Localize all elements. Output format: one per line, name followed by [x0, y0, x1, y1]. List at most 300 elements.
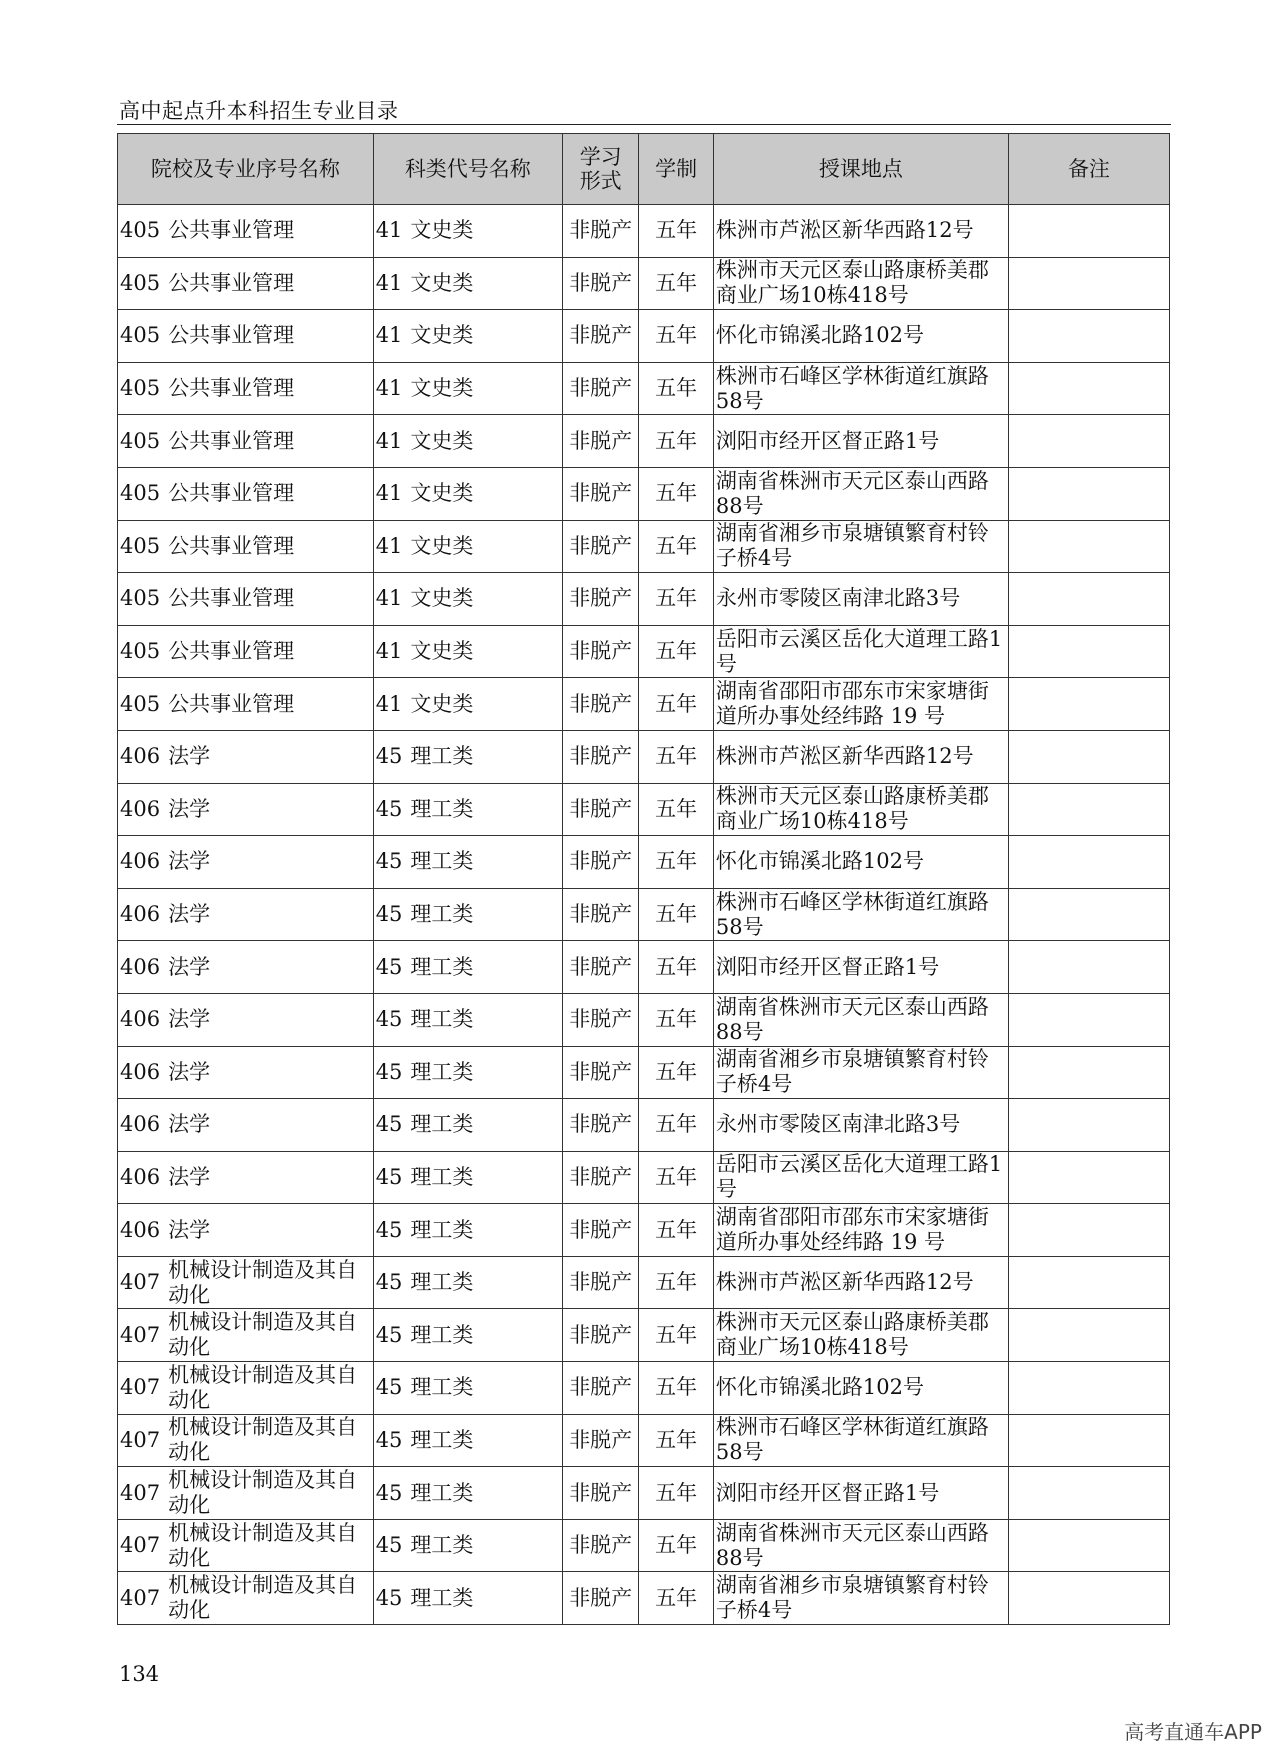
location-cell: 湖南省湘乡市泉塘镇繁育村铃子桥4号 — [713, 1046, 1008, 1099]
major-code: 405 — [120, 586, 161, 611]
major-code: 407 — [120, 1322, 161, 1347]
duration-cell: 五年 — [639, 1099, 713, 1152]
table-row — [118, 415, 1170, 468]
major-name: 法学 — [168, 902, 211, 927]
duration-cell: 五年 — [639, 993, 713, 1046]
duration-cell: 五年 — [639, 1519, 713, 1572]
category-cell — [373, 310, 562, 363]
category-name: 理工类 — [410, 1480, 474, 1505]
major-cell — [118, 1519, 374, 1572]
category-code: 45 — [375, 1585, 403, 1610]
location-cell: 湖南省湘乡市泉塘镇繁育村铃子桥4号 — [713, 1572, 1008, 1625]
location-cell: 湖南省株洲市天元区泰山西路88号 — [713, 993, 1008, 1046]
location-cell: 湖南省邵阳市邵东市宋家塘街道所办事处经纬路 19 号 — [713, 678, 1008, 731]
notes-cell — [1008, 415, 1169, 468]
category-name: 理工类 — [410, 1007, 474, 1032]
major-name: 机械设计制造及其自动化 — [168, 1310, 358, 1360]
duration-cell: 五年 — [639, 1572, 713, 1625]
major-cell — [118, 888, 374, 941]
category-code: 45 — [375, 744, 403, 769]
location-cell: 怀化市锦溪北路102号 — [713, 1362, 1008, 1415]
major-cell — [118, 993, 374, 1046]
duration-cell: 五年 — [639, 783, 713, 836]
category-code: 45 — [375, 1217, 403, 1242]
major-name: 公共事业管理 — [168, 218, 295, 243]
major-cell — [118, 1467, 374, 1520]
category-code: 41 — [375, 323, 403, 348]
major-cell — [118, 1204, 374, 1257]
category-cell — [373, 1046, 562, 1099]
location-cell: 怀化市锦溪北路102号 — [713, 836, 1008, 889]
major-cell — [118, 1151, 374, 1204]
study-form-cell: 非脱产 — [562, 783, 639, 836]
table-row — [118, 573, 1170, 626]
category-code: 41 — [375, 218, 403, 243]
location-cell: 株洲市天元区泰山路康桥美郡商业广场10栋418号 — [713, 257, 1008, 310]
table-row — [118, 1256, 1170, 1309]
notes-cell — [1008, 1467, 1169, 1520]
major-name: 公共事业管理 — [168, 323, 295, 348]
table-row — [118, 520, 1170, 573]
category-code: 45 — [375, 1375, 403, 1400]
study-form-cell: 非脱产 — [562, 1362, 639, 1415]
category-name: 文史类 — [410, 270, 474, 295]
major-cell — [118, 310, 374, 363]
major-code: 407 — [120, 1585, 161, 1610]
category-name: 文史类 — [410, 323, 474, 348]
category-cell — [373, 1099, 562, 1152]
notes-cell — [1008, 730, 1169, 783]
study-form-cell: 非脱产 — [562, 1414, 639, 1467]
major-code: 406 — [120, 1007, 161, 1032]
notes-cell — [1008, 993, 1169, 1046]
category-code: 45 — [375, 1427, 403, 1452]
study-form-cell: 非脱产 — [562, 1309, 639, 1362]
notes-cell — [1008, 1046, 1169, 1099]
table-row — [118, 205, 1170, 258]
duration-cell: 五年 — [639, 362, 713, 415]
category-code: 41 — [375, 586, 403, 611]
major-name: 法学 — [168, 1059, 211, 1084]
major-name: 法学 — [168, 1217, 211, 1242]
major-code: 405 — [120, 691, 161, 716]
notes-cell — [1008, 1414, 1169, 1467]
notes-cell — [1008, 1204, 1169, 1257]
table-row — [118, 625, 1170, 678]
major-cell — [118, 678, 374, 731]
location-cell: 浏阳市经开区督正路1号 — [713, 1467, 1008, 1520]
location-cell: 湖南省株洲市天元区泰山西路88号 — [713, 467, 1008, 520]
location-cell: 怀化市锦溪北路102号 — [713, 310, 1008, 363]
category-cell — [373, 783, 562, 836]
category-cell — [373, 1204, 562, 1257]
location-cell: 浏阳市经开区督正路1号 — [713, 941, 1008, 994]
category-cell — [373, 520, 562, 573]
duration-cell: 五年 — [639, 467, 713, 520]
duration-cell: 五年 — [639, 836, 713, 889]
category-cell — [373, 678, 562, 731]
duration-cell: 五年 — [639, 941, 713, 994]
location-cell: 株洲市石峰区学林街道红旗路58号 — [713, 888, 1008, 941]
major-name: 法学 — [168, 1112, 211, 1137]
duration-cell: 五年 — [639, 205, 713, 258]
category-name: 文史类 — [410, 428, 474, 453]
major-code: 407 — [120, 1375, 161, 1400]
study-form-cell: 非脱产 — [562, 467, 639, 520]
major-cell — [118, 1046, 374, 1099]
table-header-row — [118, 134, 1170, 205]
major-code: 405 — [120, 323, 161, 348]
category-code: 41 — [375, 533, 403, 558]
major-code: 406 — [120, 954, 161, 979]
notes-cell — [1008, 625, 1169, 678]
major-code: 406 — [120, 796, 161, 821]
running-head: 高中起点升本科招生专业目录 — [119, 99, 399, 123]
category-code: 41 — [375, 691, 403, 716]
table-row — [118, 1572, 1170, 1625]
table-row — [118, 941, 1170, 994]
table-row — [118, 310, 1170, 363]
notes-cell — [1008, 573, 1169, 626]
study-form-cell: 非脱产 — [562, 520, 639, 573]
category-cell — [373, 1256, 562, 1309]
major-name: 法学 — [168, 744, 211, 769]
category-name: 理工类 — [410, 1585, 474, 1610]
category-cell — [373, 205, 562, 258]
major-cell — [118, 941, 374, 994]
major-name: 机械设计制造及其自动化 — [168, 1257, 358, 1307]
header-rule — [117, 124, 1171, 125]
duration-cell: 五年 — [639, 1362, 713, 1415]
major-name: 公共事业管理 — [168, 270, 295, 295]
category-name: 理工类 — [410, 1112, 474, 1137]
notes-cell — [1008, 1519, 1169, 1572]
table-row — [118, 730, 1170, 783]
major-cell — [118, 1572, 374, 1625]
study-form-cell: 非脱产 — [562, 678, 639, 731]
major-code: 405 — [120, 218, 161, 243]
major-cell — [118, 1414, 374, 1467]
category-code: 45 — [375, 1533, 403, 1558]
category-name: 理工类 — [410, 796, 474, 821]
major-name: 机械设计制造及其自动化 — [168, 1573, 358, 1623]
category-cell — [373, 415, 562, 468]
duration-cell: 五年 — [639, 310, 713, 363]
category-name: 理工类 — [410, 1164, 474, 1189]
duration-cell: 五年 — [639, 1414, 713, 1467]
category-name: 文史类 — [410, 481, 474, 506]
category-cell — [373, 573, 562, 626]
major-code: 405 — [120, 376, 161, 401]
table-row — [118, 993, 1170, 1046]
duration-cell: 五年 — [639, 888, 713, 941]
study-form-cell: 非脱产 — [562, 625, 639, 678]
major-code: 407 — [120, 1480, 161, 1505]
major-code: 407 — [120, 1533, 161, 1558]
header-location: 授课地点 — [713, 134, 1008, 205]
major-cell — [118, 1099, 374, 1152]
category-code: 45 — [375, 1322, 403, 1347]
major-cell — [118, 257, 374, 310]
category-code: 45 — [375, 1112, 403, 1137]
notes-cell — [1008, 888, 1169, 941]
major-cell — [118, 362, 374, 415]
table-row — [118, 257, 1170, 310]
duration-cell: 五年 — [639, 625, 713, 678]
location-cell: 浏阳市经开区督正路1号 — [713, 415, 1008, 468]
major-cell — [118, 467, 374, 520]
category-name: 理工类 — [410, 1375, 474, 1400]
study-form-cell: 非脱产 — [562, 730, 639, 783]
major-code: 406 — [120, 1112, 161, 1137]
table-row — [118, 1467, 1170, 1520]
notes-cell — [1008, 678, 1169, 731]
location-cell: 岳阳市云溪区岳化大道理工路1号 — [713, 625, 1008, 678]
category-code: 45 — [375, 954, 403, 979]
location-cell: 永州市零陵区南津北路3号 — [713, 1099, 1008, 1152]
study-form-cell: 非脱产 — [562, 573, 639, 626]
category-cell — [373, 1362, 562, 1415]
study-form-cell: 非脱产 — [562, 993, 639, 1046]
table-row — [118, 888, 1170, 941]
major-cell — [118, 625, 374, 678]
duration-cell: 五年 — [639, 257, 713, 310]
category-cell — [373, 1414, 562, 1467]
major-name: 法学 — [168, 1007, 211, 1032]
table-row — [118, 1204, 1170, 1257]
category-cell — [373, 993, 562, 1046]
location-cell: 湖南省湘乡市泉塘镇繁育村铃子桥4号 — [713, 520, 1008, 573]
category-name: 文史类 — [410, 218, 474, 243]
major-cell — [118, 730, 374, 783]
location-cell: 株洲市石峰区学林街道红旗路58号 — [713, 362, 1008, 415]
study-form-cell: 非脱产 — [562, 1099, 639, 1152]
major-name: 法学 — [168, 954, 211, 979]
major-code: 407 — [120, 1270, 161, 1295]
study-form-cell: 非脱产 — [562, 1467, 639, 1520]
category-cell — [373, 1572, 562, 1625]
table-row — [118, 1151, 1170, 1204]
major-name: 公共事业管理 — [168, 639, 295, 664]
study-form-cell: 非脱产 — [562, 1046, 639, 1099]
location-cell: 株洲市石峰区学林街道红旗路58号 — [713, 1414, 1008, 1467]
category-code: 45 — [375, 1480, 403, 1505]
major-cell — [118, 415, 374, 468]
major-code: 407 — [120, 1427, 161, 1452]
table-body — [118, 205, 1170, 1625]
category-name: 文史类 — [410, 533, 474, 558]
major-cell — [118, 1256, 374, 1309]
major-name: 公共事业管理 — [168, 428, 295, 453]
category-cell — [373, 1467, 562, 1520]
major-name: 公共事业管理 — [168, 533, 295, 558]
table-row — [118, 678, 1170, 731]
major-cell — [118, 783, 374, 836]
notes-cell — [1008, 1151, 1169, 1204]
category-name: 理工类 — [410, 954, 474, 979]
study-form-cell: 非脱产 — [562, 362, 639, 415]
table-row — [118, 362, 1170, 415]
category-cell — [373, 1519, 562, 1572]
major-code: 405 — [120, 639, 161, 664]
major-code: 406 — [120, 1059, 161, 1084]
category-cell — [373, 836, 562, 889]
category-code: 41 — [375, 481, 403, 506]
study-form-cell: 非脱产 — [562, 1256, 639, 1309]
category-name: 理工类 — [410, 1217, 474, 1242]
category-name: 文史类 — [410, 586, 474, 611]
study-form-cell: 非脱产 — [562, 941, 639, 994]
location-cell: 湖南省邵阳市邵东市宋家塘街道所办事处经纬路 19 号 — [713, 1204, 1008, 1257]
major-cell — [118, 836, 374, 889]
study-form-cell: 非脱产 — [562, 257, 639, 310]
watermark: 高考直通车APP — [1124, 1720, 1262, 1744]
location-cell: 株洲市芦淞区新华西路12号 — [713, 205, 1008, 258]
major-code: 406 — [120, 1217, 161, 1242]
duration-cell: 五年 — [639, 573, 713, 626]
notes-cell — [1008, 310, 1169, 363]
header-major: 院校及专业序号名称 — [118, 134, 374, 205]
table-row — [118, 1099, 1170, 1152]
notes-cell — [1008, 1572, 1169, 1625]
notes-cell — [1008, 520, 1169, 573]
table-row — [118, 1309, 1170, 1362]
category-name: 理工类 — [410, 1427, 474, 1452]
study-form-cell: 非脱产 — [562, 310, 639, 363]
location-cell: 株洲市芦淞区新华西路12号 — [713, 1256, 1008, 1309]
major-name: 机械设计制造及其自动化 — [168, 1362, 358, 1412]
major-code: 405 — [120, 481, 161, 506]
category-name: 文史类 — [410, 691, 474, 716]
major-code: 405 — [120, 428, 161, 453]
major-catalog-table — [117, 133, 1170, 1625]
category-code: 41 — [375, 428, 403, 453]
duration-cell: 五年 — [639, 678, 713, 731]
table-row — [118, 467, 1170, 520]
header-duration: 学制 — [639, 134, 713, 205]
major-cell — [118, 205, 374, 258]
category-code: 45 — [375, 1007, 403, 1032]
major-name: 机械设计制造及其自动化 — [168, 1468, 358, 1518]
category-name: 理工类 — [410, 902, 474, 927]
duration-cell: 五年 — [639, 520, 713, 573]
duration-cell: 五年 — [639, 415, 713, 468]
duration-cell: 五年 — [639, 1151, 713, 1204]
category-cell — [373, 257, 562, 310]
header-category: 科类代号名称 — [373, 134, 562, 205]
study-form-cell: 非脱产 — [562, 1151, 639, 1204]
header-study-form: 学习 形式 — [562, 134, 639, 205]
category-code: 45 — [375, 796, 403, 821]
table-row — [118, 783, 1170, 836]
category-code: 45 — [375, 1059, 403, 1084]
category-code: 41 — [375, 639, 403, 664]
category-cell — [373, 1151, 562, 1204]
table-row — [118, 1414, 1170, 1467]
category-code: 41 — [375, 270, 403, 295]
major-name: 公共事业管理 — [168, 481, 295, 506]
major-code: 405 — [120, 533, 161, 558]
study-form-cell: 非脱产 — [562, 836, 639, 889]
category-name: 理工类 — [410, 1533, 474, 1558]
study-form-cell: 非脱产 — [562, 1519, 639, 1572]
location-cell: 株洲市芦淞区新华西路12号 — [713, 730, 1008, 783]
category-cell — [373, 625, 562, 678]
major-cell — [118, 520, 374, 573]
category-code: 45 — [375, 849, 403, 874]
notes-cell — [1008, 836, 1169, 889]
notes-cell — [1008, 941, 1169, 994]
category-name: 理工类 — [410, 1059, 474, 1084]
category-name: 理工类 — [410, 744, 474, 769]
major-cell — [118, 1309, 374, 1362]
category-code: 41 — [375, 376, 403, 401]
notes-cell — [1008, 1099, 1169, 1152]
table-row — [118, 1519, 1170, 1572]
category-cell — [373, 467, 562, 520]
category-name: 理工类 — [410, 849, 474, 874]
major-name: 公共事业管理 — [168, 691, 295, 716]
major-name: 法学 — [168, 1164, 211, 1189]
duration-cell: 五年 — [639, 1309, 713, 1362]
major-name: 机械设计制造及其自动化 — [168, 1520, 358, 1570]
major-name: 公共事业管理 — [168, 376, 295, 401]
category-cell — [373, 362, 562, 415]
major-code: 406 — [120, 902, 161, 927]
notes-cell — [1008, 1362, 1169, 1415]
study-form-cell: 非脱产 — [562, 1204, 639, 1257]
category-name: 文史类 — [410, 639, 474, 664]
notes-cell — [1008, 257, 1169, 310]
study-form-cell: 非脱产 — [562, 1572, 639, 1625]
notes-cell — [1008, 783, 1169, 836]
category-cell — [373, 1309, 562, 1362]
duration-cell: 五年 — [639, 1256, 713, 1309]
major-code: 405 — [120, 270, 161, 295]
category-code: 45 — [375, 1270, 403, 1295]
duration-cell: 五年 — [639, 1204, 713, 1257]
header-notes: 备注 — [1008, 134, 1169, 205]
table-row — [118, 1046, 1170, 1099]
major-name: 法学 — [168, 849, 211, 874]
table-row — [118, 836, 1170, 889]
category-name: 文史类 — [410, 376, 474, 401]
major-cell — [118, 573, 374, 626]
study-form-cell: 非脱产 — [562, 205, 639, 258]
location-cell: 湖南省株洲市天元区泰山西路88号 — [713, 1519, 1008, 1572]
study-form-cell: 非脱产 — [562, 415, 639, 468]
category-cell — [373, 730, 562, 783]
category-code: 45 — [375, 1164, 403, 1189]
category-name: 理工类 — [410, 1322, 474, 1347]
major-code: 406 — [120, 849, 161, 874]
major-code: 406 — [120, 744, 161, 769]
location-cell: 株洲市天元区泰山路康桥美郡商业广场10栋418号 — [713, 1309, 1008, 1362]
duration-cell: 五年 — [639, 1046, 713, 1099]
location-cell: 永州市零陵区南津北路3号 — [713, 573, 1008, 626]
category-code: 45 — [375, 902, 403, 927]
major-name: 法学 — [168, 796, 211, 821]
table-row — [118, 1362, 1170, 1415]
page-number: 134 — [119, 1662, 160, 1686]
duration-cell: 五年 — [639, 730, 713, 783]
notes-cell — [1008, 467, 1169, 520]
major-name: 机械设计制造及其自动化 — [168, 1415, 358, 1465]
study-form-cell: 非脱产 — [562, 888, 639, 941]
notes-cell — [1008, 205, 1169, 258]
notes-cell — [1008, 1256, 1169, 1309]
location-cell: 株洲市天元区泰山路康桥美郡商业广场10栋418号 — [713, 783, 1008, 836]
